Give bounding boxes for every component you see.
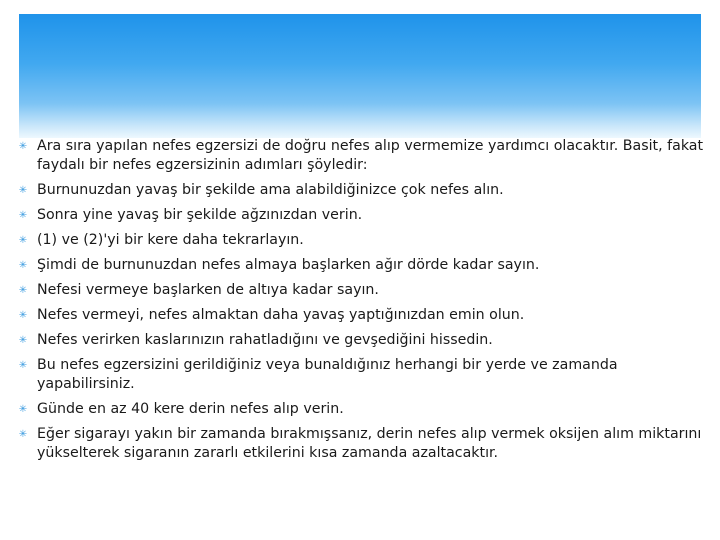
list-item bbox=[16, 425, 706, 463]
list-item bbox=[16, 181, 706, 200]
asterisk-bullet-icon: ✳ bbox=[18, 285, 28, 296]
list-item-text: Sonra yine yavaş bir şekilde ağzınızdan verin. bbox=[37, 207, 363, 223]
list-item-text: Ara sıra yapılan nefes egzersizi de doğru nefes alıp vermemize yardımcı olacaktır. Basit, fakat faydalı bir nefes egzersizinin adımları şöyledir: bbox=[37, 138, 704, 173]
asterisk-bullet-icon: ✳ bbox=[18, 404, 28, 415]
list-item bbox=[16, 331, 706, 350]
asterisk-bullet-icon: ✳ bbox=[18, 235, 28, 246]
asterisk-bullet-icon: ✳ bbox=[18, 141, 28, 152]
asterisk-bullet-icon: ✳ bbox=[18, 429, 28, 440]
list-item bbox=[16, 306, 706, 325]
list-item-text: Nefesi vermeye başlarken de altıya kadar sayın. bbox=[37, 282, 379, 298]
bullet-list bbox=[16, 137, 706, 469]
list-item-text: (1) ve (2)'yi bir kere daha tekrarlayın. bbox=[37, 232, 304, 248]
asterisk-bullet-icon: ✳ bbox=[18, 335, 28, 346]
asterisk-bullet-icon: ✳ bbox=[18, 260, 28, 271]
header-band bbox=[19, 14, 701, 138]
list-item-text: Bu nefes egzersizini gerildiğiniz veya bunaldığınız herhangi bir yerde ve zamanda yapabilirsiniz. bbox=[37, 357, 618, 392]
list-item-text: Şimdi de burnunuzdan nefes almaya başlarken ağır dörde kadar sayın. bbox=[37, 257, 540, 273]
asterisk-bullet-icon: ✳ bbox=[18, 360, 28, 371]
asterisk-bullet-icon: ✳ bbox=[18, 310, 28, 321]
list-item-text: Nefes vermeyi, nefes almaktan daha yavaş yaptığınızdan emin olun. bbox=[37, 307, 525, 323]
list-item bbox=[16, 231, 706, 250]
list-item-text: Günde en az 40 kere derin nefes alıp verin. bbox=[37, 401, 344, 417]
list-item bbox=[16, 137, 706, 175]
list-item bbox=[16, 400, 706, 419]
list-item bbox=[16, 256, 706, 275]
list-item-text: Nefes verirken kaslarınızın rahatladığını ve gevşediğini hissedin. bbox=[37, 332, 493, 348]
list-item-text: Eğer sigarayı yakın bir zamanda bırakmışsanız, derin nefes alıp vermek oksijen alım miktarını yükselterek sigaranın zararlı etkilerini kısa zamanda azaltacaktır. bbox=[37, 426, 702, 461]
list-item-text: Burnunuzdan yavaş bir şekilde ama alabildiğinizce çok nefes alın. bbox=[37, 182, 504, 198]
list-item bbox=[16, 281, 706, 300]
asterisk-bullet-icon: ✳ bbox=[18, 185, 28, 196]
list-item bbox=[16, 356, 706, 394]
list-item bbox=[16, 206, 706, 225]
asterisk-bullet-icon: ✳ bbox=[18, 210, 28, 221]
